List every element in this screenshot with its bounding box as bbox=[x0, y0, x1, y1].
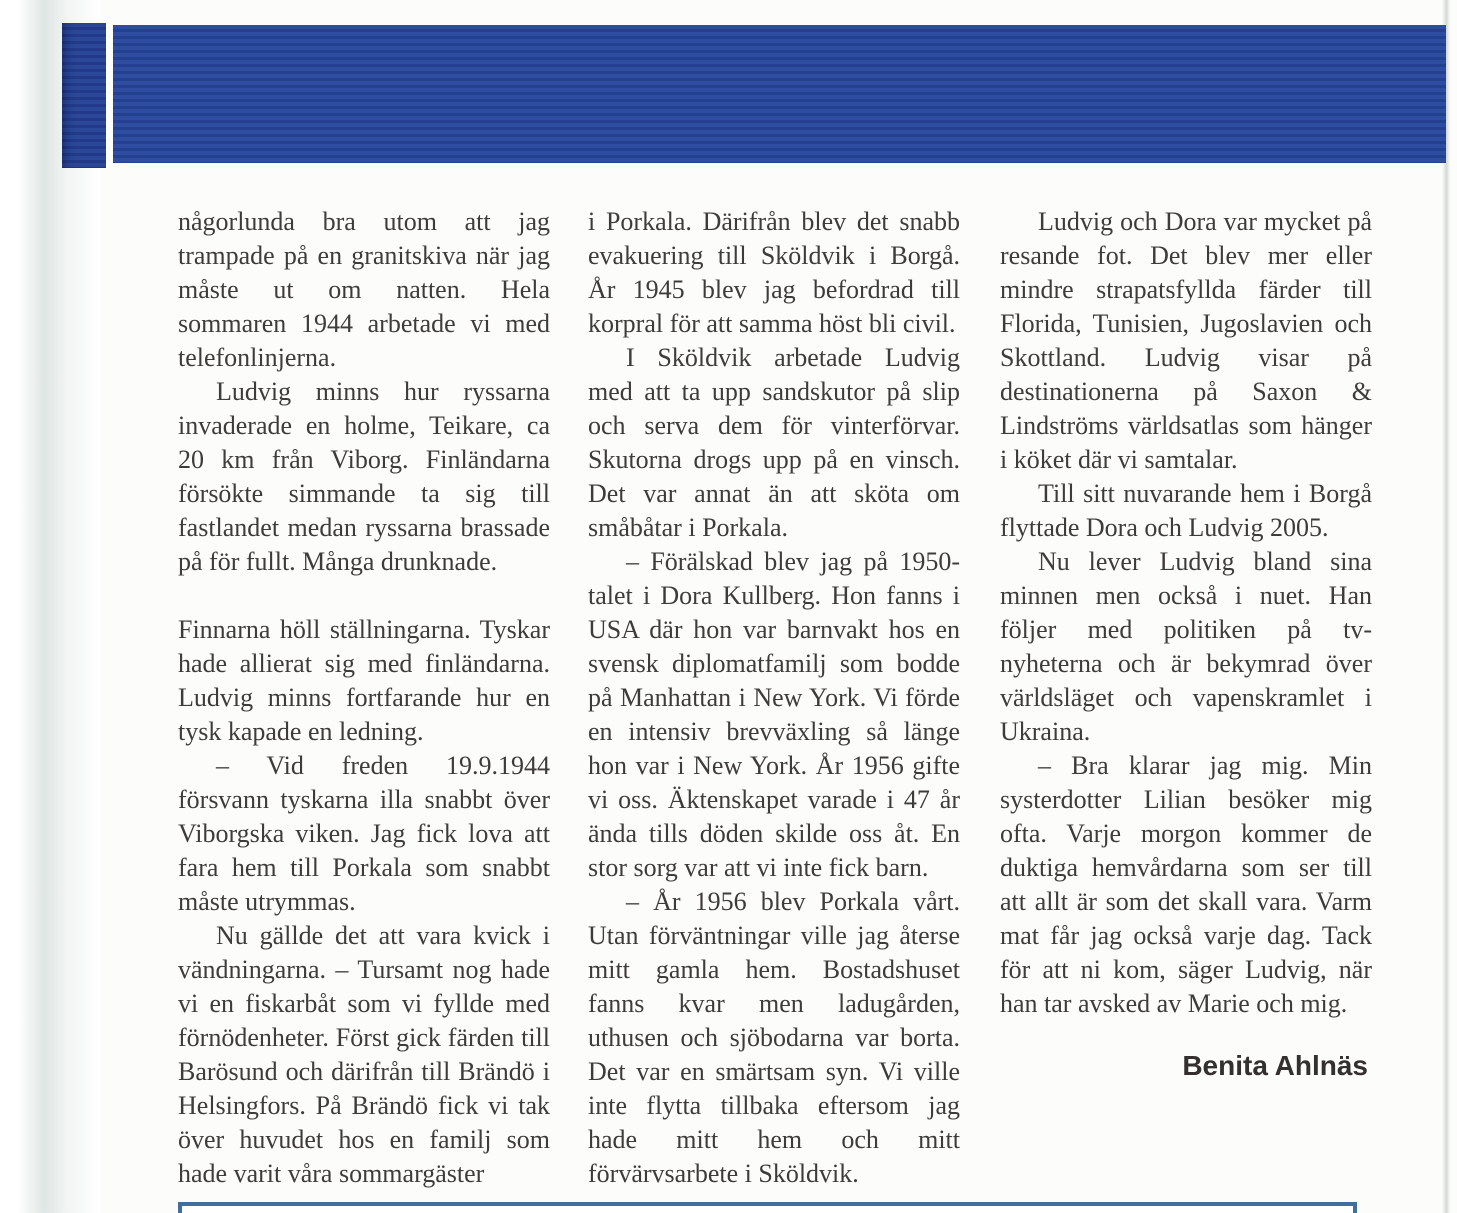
text-column-2 bbox=[588, 205, 960, 1191]
paragraph: – År 1956 blev Porkala vårt. Utan förväntningar ville jag återse mitt gamla hem. Bostadshuset fanns kvar men ladugården, uthusen och sjöbodarna var borta. Det var en smärtsam syn. Vi ville inte flytta tillbaka eftersom jag hade mitt hem och mitt förvärvsarbete i Sköldvik. bbox=[588, 887, 960, 1188]
header-banner bbox=[113, 25, 1446, 163]
text-column-1 bbox=[178, 205, 550, 1191]
banner-spine-strip bbox=[62, 23, 106, 168]
paragraph: någorlunda bra utom att jag trampade på en granitskiva när jag måste ut om natten. Hela sommaren 1944 arbetade vi med telefonlinjerna. bbox=[178, 207, 550, 372]
paragraph: Ludvig och Dora var mycket på resande fot. Det blev mer eller mindre strapatsfyllda färder till Florida, Tunisien, Jugoslavien och Skottland. Ludvig visar på destinationerna på Saxon & Lindströms världsatlas som hänger i köket där vi samtalar. bbox=[1000, 207, 1372, 474]
paragraph: I Sköldvik arbetade Ludvig med att ta upp sandskutor på slip och serva dem för vinterförvar. Skutorna drogs upp på en vinsch. Det var annat än att sköta om småbåtar i Porkala. bbox=[588, 343, 960, 542]
page-edge-shadow-left bbox=[0, 0, 100, 1213]
paragraph: – Bra klarar jag mig. Min systerdotter Lilian besöker mig ofta. Varje morgon kommer de duktiga hemvårdarna som ser till att allt är som det skall vara. Varm mat får jag också varje dag. Tack för att ni kom, säger Ludvig, när han tar avsked av Marie och mig. bbox=[1000, 751, 1372, 1018]
author-byline: Benita Ahlnäs bbox=[1182, 1050, 1368, 1081]
paragraph: – Förälskad blev jag på 1950-talet i Dora Kullberg. Hon fanns i USA där hon var barnvakt hos en svensk diplomatfamilj som bodde på Manhattan i New York. Vi förde en intensiv brevväxling så länge hon var i New York. År 1956 gifte vi oss. Äktenskapet varade i 47 år ända tills döden skilde oss åt. En stor sorg var att vi inte fick barn. bbox=[588, 547, 960, 882]
page-edge-shadow-right bbox=[1442, 0, 1450, 1213]
paragraph: Finnarna höll ställningarna. Tyskar hade allierat sig med finländarna. Ludvig minns fortfarande hur en tysk kapade en ledning. bbox=[178, 615, 550, 746]
paragraph: Nu gällde det att vara kvick i vändningarna. – Tursamt nog hade vi en fiskarbåt som vi fyllde med förnödenheter. Först gick färden till Barösund och därifrån till Brändö i Helsingfors. På Brändö fick vi tak över huvudet hos en familj som hade varit våra sommargäster bbox=[178, 921, 550, 1188]
paragraph: Nu lever Ludvig bland sina minnen men också i nuet. Han följer med politiken på tv-nyheterna och är bekymrad över världsläget och vapenskramlet i Ukraina. bbox=[1000, 547, 1372, 746]
text-column-3 bbox=[1000, 205, 1372, 1083]
paragraph: Ludvig minns hur ryssarna invaderade en holme, Teikare, ca 20 km från Viborg. Finländarna försökte simmande ta sig till fastlandet medan ryssarna brassade på för fullt. Många drunknade. bbox=[178, 377, 550, 576]
paragraph: Till sitt nuvarande hem i Borgå flyttade Dora och Ludvig 2005. bbox=[1000, 479, 1372, 542]
paragraph: i Porkala. Därifrån blev det snabb evakuering till Sköldvik i Borgå. År 1945 blev jag befordrad till korpral för att samma höst bli civil. bbox=[588, 207, 960, 338]
bottom-framed-box bbox=[178, 1202, 1357, 1213]
paragraph: – Vid freden 19.9.1944 försvann tyskarna illa snabbt över Viborgska viken. Jag fick lova att fara hem till Porkala som snabbt måste utrymmas. bbox=[178, 751, 550, 916]
